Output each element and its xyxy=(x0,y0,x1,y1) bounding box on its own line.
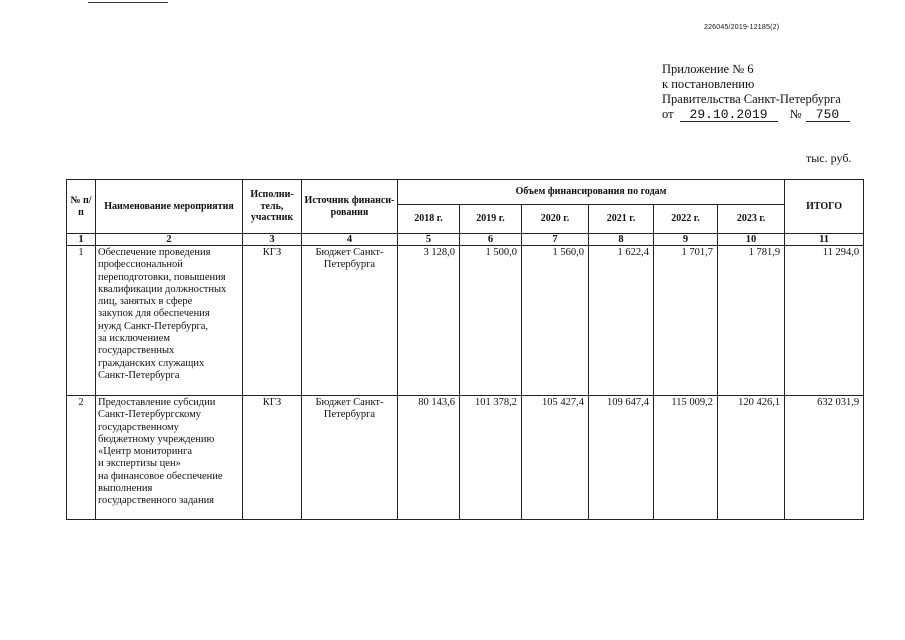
header-year: 2021 г. xyxy=(589,205,654,234)
header-year: 2019 г. xyxy=(460,205,522,234)
row-number: 1 xyxy=(67,246,96,396)
activity-name xyxy=(96,246,243,396)
activity-name xyxy=(96,396,243,520)
table-row xyxy=(67,396,864,520)
activity-name-line: закупок для обеспечения xyxy=(98,308,210,320)
column-number: 1 xyxy=(67,234,96,246)
activity-name-line: Санкт-Петербургскому xyxy=(98,409,201,421)
resolution-date: 29.10.2019 xyxy=(680,108,778,122)
table-row xyxy=(67,246,864,396)
header-executor: Исполни-тель, участник xyxy=(243,180,302,234)
total-value: 11 294,0 xyxy=(785,246,864,396)
activity-name-line: государственных xyxy=(98,345,175,357)
column-number-row xyxy=(67,234,864,246)
year-value: 1 560,0 xyxy=(522,246,589,396)
header-financing-by-year: Объем финансирования по годам xyxy=(398,180,785,205)
header-year: 2018 г. xyxy=(398,205,460,234)
column-number: 2 xyxy=(96,234,243,246)
year-value: 101 378,2 xyxy=(460,396,522,520)
activity-name-line: Предоставление субсидии xyxy=(98,397,216,408)
column-number: 10 xyxy=(718,234,785,246)
column-number: 9 xyxy=(654,234,718,246)
executor-cell: КГЗ xyxy=(243,246,302,396)
number-label: № xyxy=(789,107,802,121)
year-value: 1 500,0 xyxy=(460,246,522,396)
header-source: Источник финанси-рования xyxy=(302,180,398,234)
year-value: 115 009,2 xyxy=(654,396,718,520)
top-rule xyxy=(88,2,168,3)
year-value: 1 701,7 xyxy=(654,246,718,396)
date-prefix: от xyxy=(662,107,674,121)
column-number: 5 xyxy=(398,234,460,246)
activity-name-line: переподготовки, повышения xyxy=(98,271,226,283)
activity-name-line: Санкт-Петербурга xyxy=(98,369,180,381)
header-year: 2022 г. xyxy=(654,205,718,234)
header-row xyxy=(67,180,864,205)
activity-name-line: государственному xyxy=(98,421,179,433)
resolution-number: 750 xyxy=(806,108,850,122)
year-value: 1 622,4 xyxy=(589,246,654,396)
activity-name-line: квалификации должностных xyxy=(98,283,227,295)
activity-name-line: гражданских служащих xyxy=(98,357,205,369)
executor-cell: КГЗ xyxy=(243,396,302,520)
year-value: 120 426,1 xyxy=(718,396,785,520)
activity-name-line: бюджетному учреждению xyxy=(98,433,215,445)
year-value: 105 427,4 xyxy=(522,396,589,520)
source-cell: Бюджет Санкт-Петербурга xyxy=(302,396,398,520)
activity-name-line: выполнения xyxy=(98,483,153,495)
appendix-line-3: Правительства Санкт-Петербурга xyxy=(662,92,841,106)
source-cell: Бюджет Санкт-Петербурга xyxy=(302,246,398,396)
row-number: 2 xyxy=(67,396,96,520)
year-value: 3 128,0 xyxy=(398,246,460,396)
column-number: 11 xyxy=(785,234,864,246)
header-name: Наименование мероприятия xyxy=(96,180,243,234)
header-year: 2020 г. xyxy=(522,205,589,234)
activity-name-line: за исключением xyxy=(98,333,170,345)
appendix-line-1: Приложение № 6 xyxy=(662,62,754,76)
column-number: 7 xyxy=(522,234,589,246)
total-value: 632 031,9 xyxy=(785,396,864,520)
column-number: 3 xyxy=(243,234,302,246)
activity-name-line: профессиональной xyxy=(98,259,183,271)
year-value: 1 781,9 xyxy=(718,246,785,396)
activity-name-line: лиц, занятых в сфере xyxy=(98,296,193,308)
activity-name-line: Обеспечение проведения xyxy=(98,247,211,258)
year-value: 109 647,4 xyxy=(589,396,654,520)
column-number: 8 xyxy=(589,234,654,246)
document-number: 226045/2019-12185(2) xyxy=(704,24,780,31)
activity-name-line: и экспертизы цен» xyxy=(98,458,181,470)
header-no: № п/п xyxy=(67,180,96,234)
appendix-header xyxy=(662,62,850,122)
activity-name-line: «Центр мониторинга xyxy=(98,446,192,458)
column-number: 6 xyxy=(460,234,522,246)
header-total: ИТОГО xyxy=(785,180,864,234)
appendix-line-2: к постановлению xyxy=(662,77,755,91)
activity-name-line: государственного задания xyxy=(98,495,215,507)
year-value: 80 143,6 xyxy=(398,396,460,520)
column-number: 4 xyxy=(302,234,398,246)
header-year: 2023 г. xyxy=(718,205,785,234)
units-label: тыс. руб. xyxy=(806,151,852,165)
financing-table xyxy=(66,179,864,520)
appendix-date-row xyxy=(662,107,850,122)
activity-name-line: на финансовое обеспечение xyxy=(98,470,223,482)
activity-name-line: нужд Санкт-Петербурга, xyxy=(98,320,209,332)
